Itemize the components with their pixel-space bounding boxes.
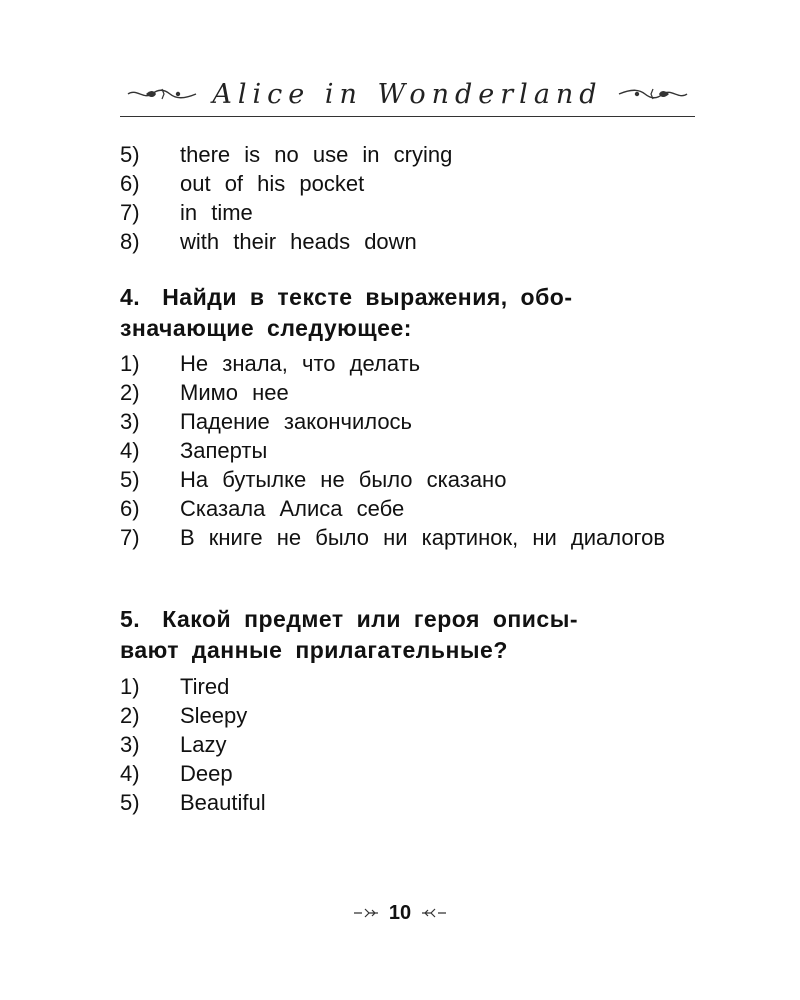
list-item bbox=[120, 672, 695, 701]
item-text: Падение закончилось bbox=[180, 409, 413, 434]
left-flourish-icon bbox=[126, 85, 198, 103]
page-footer bbox=[0, 898, 800, 928]
item-text: with their heads down bbox=[180, 229, 417, 254]
item-text: Сказала Алиса себе bbox=[180, 496, 405, 521]
section-4-heading bbox=[120, 282, 695, 344]
item-text: Sleepy bbox=[180, 703, 248, 728]
list-item bbox=[120, 759, 695, 788]
running-header bbox=[120, 72, 695, 116]
list-item bbox=[120, 227, 695, 256]
list-item bbox=[120, 701, 695, 730]
item-number: 2) bbox=[120, 380, 140, 405]
item-text: out of his pocket bbox=[180, 171, 365, 196]
item-text: На бутылке не было сказано bbox=[180, 467, 507, 492]
list-item bbox=[120, 523, 695, 552]
item-number: 4) bbox=[120, 438, 140, 463]
item-text: there is no use in crying bbox=[180, 142, 453, 167]
item-number: 8) bbox=[120, 229, 140, 254]
section-number: 4. bbox=[120, 284, 141, 310]
item-number: 7) bbox=[120, 525, 140, 550]
section-5-list bbox=[120, 672, 695, 817]
item-number: 5) bbox=[120, 790, 140, 815]
item-number: 1) bbox=[120, 674, 140, 699]
list-item bbox=[120, 169, 695, 198]
section-4-list bbox=[120, 349, 695, 552]
list-item bbox=[120, 730, 695, 759]
item-number: 6) bbox=[120, 496, 140, 521]
list-item bbox=[120, 465, 695, 494]
header-title: Alice in Wonderland bbox=[212, 78, 603, 110]
list-item bbox=[120, 436, 695, 465]
section-5-heading-line1 bbox=[120, 604, 695, 635]
section-number: 5. bbox=[120, 606, 141, 632]
section-5-heading-line2: вают данные прилагательные? bbox=[120, 637, 508, 663]
right-flourish-icon bbox=[617, 85, 689, 103]
list-item bbox=[120, 378, 695, 407]
item-text: in time bbox=[180, 200, 253, 225]
section-5-heading bbox=[120, 604, 695, 666]
header-divider bbox=[120, 116, 695, 117]
page-number: 10 bbox=[388, 901, 412, 924]
left-ornament-icon bbox=[353, 908, 379, 918]
item-text: Заперты bbox=[180, 438, 268, 463]
item-number: 7) bbox=[120, 200, 140, 225]
item-number: 3) bbox=[120, 732, 140, 757]
item-number: 6) bbox=[120, 171, 140, 196]
item-text: Deep bbox=[180, 761, 233, 786]
item-text: Мимо нее bbox=[180, 380, 289, 405]
list-item bbox=[120, 140, 695, 169]
heading-text: Найди в тексте выражения, обо- bbox=[162, 284, 573, 310]
right-ornament-icon bbox=[421, 908, 447, 918]
list-item bbox=[120, 494, 695, 523]
item-text: Beautiful bbox=[180, 790, 266, 815]
continued-list bbox=[120, 140, 695, 256]
section-4-heading-line2: значающие следующее: bbox=[120, 315, 412, 341]
heading-text: Какой предмет или героя описы- bbox=[162, 606, 579, 632]
list-item bbox=[120, 788, 695, 817]
item-text: Не знала, что делать bbox=[180, 351, 421, 376]
item-number: 4) bbox=[120, 761, 140, 786]
list-item bbox=[120, 349, 695, 378]
item-number: 2) bbox=[120, 703, 140, 728]
item-text: Tired bbox=[180, 674, 230, 699]
item-number: 3) bbox=[120, 409, 140, 434]
item-number: 1) bbox=[120, 351, 140, 376]
item-number: 5) bbox=[120, 467, 140, 492]
item-number: 5) bbox=[120, 142, 140, 167]
item-text: Lazy bbox=[180, 732, 227, 757]
section-4-heading-line1 bbox=[120, 282, 695, 313]
item-text: В книге не было ни картинок, ни диалогов bbox=[180, 525, 666, 550]
list-item bbox=[120, 198, 695, 227]
list-item bbox=[120, 407, 695, 436]
